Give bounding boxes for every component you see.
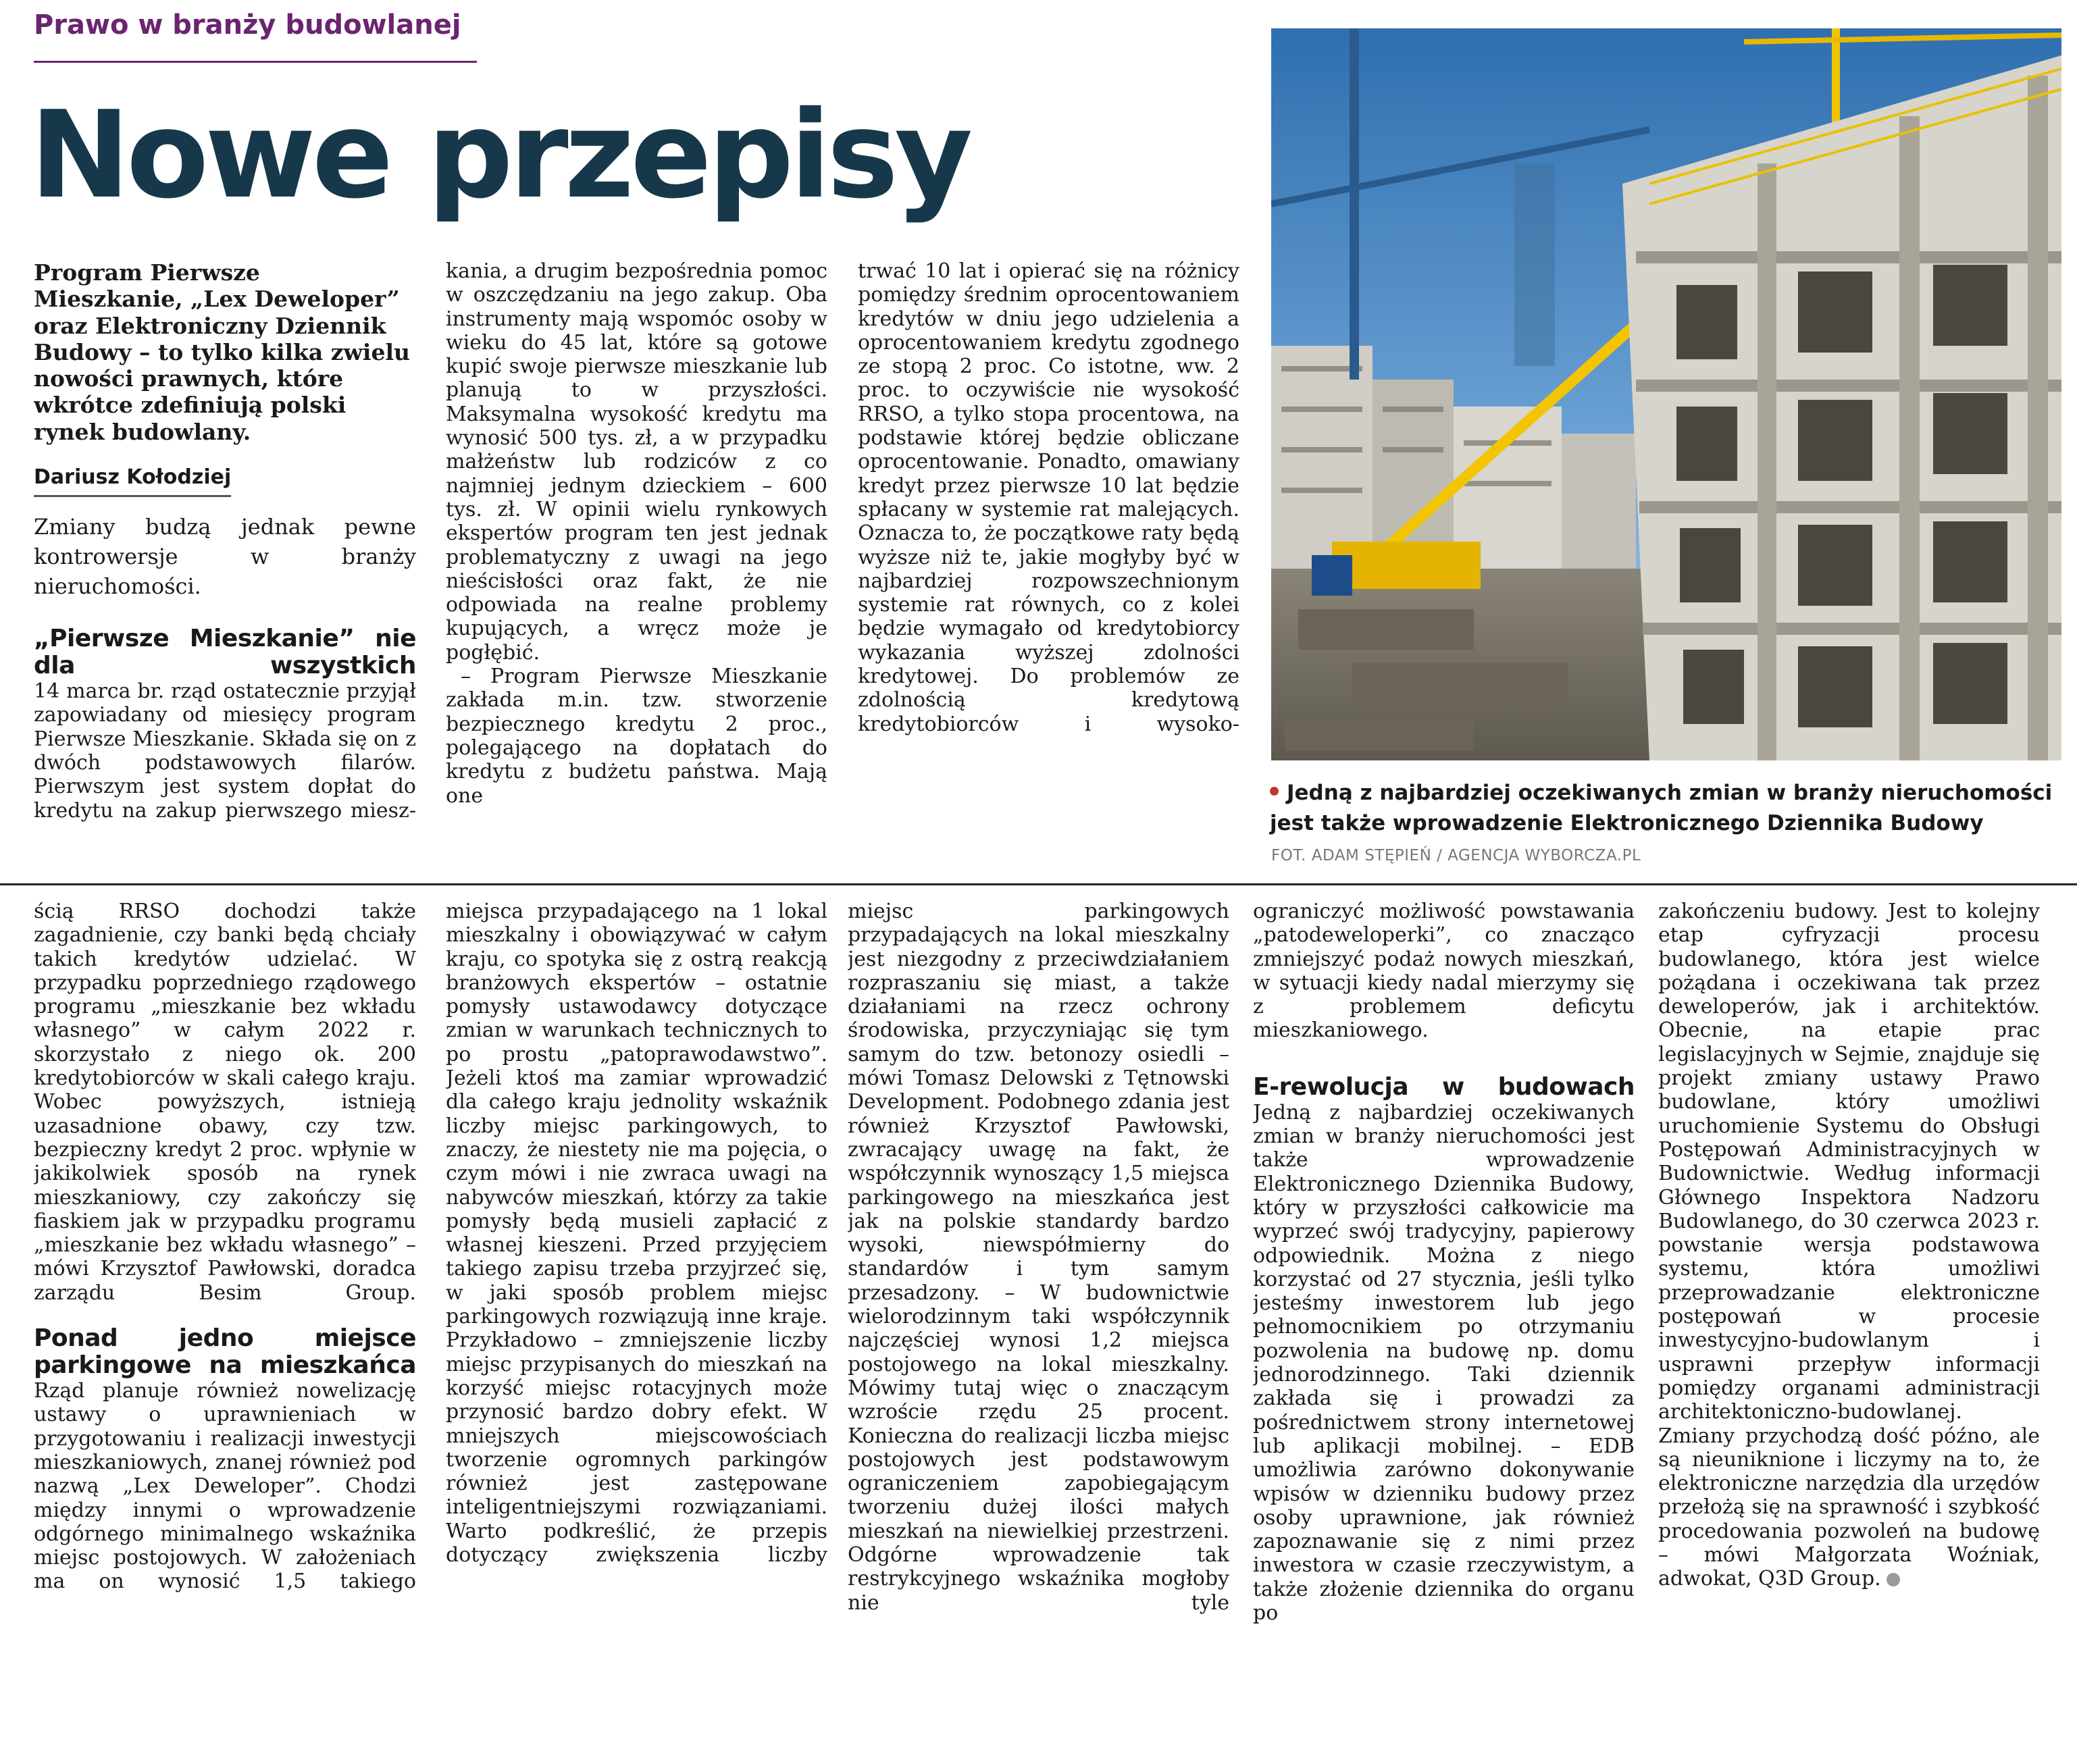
subhead-miejsca-parkingowe: Ponad jedno miejsce parkingowe na mieszkańca [34,1324,416,1380]
body-paragraph: – Program Pierwsze Mieszkanie zakłada m.in. tzw. stworzenie bezpiecznego kredytu 2 proc., polegającego na dopłatach do kredytu z budżetu państwa. Mają one [446,665,827,808]
caption-bullet-icon [1270,787,1279,796]
top-column-1 [34,259,416,871]
bottom-column-5 [1658,900,2040,1756]
body-paragraph: Rząd planuje również nowelizację ustawy o uprawnieniach w przygotowaniu i realizacji inwestycji mieszkaniowych, znanej również pod nazwą „Lex Deweloper”. Chodzi między innymi o wprowadzenie odgórnego minimalnego wskaźnika miejsc postojowych. W założeniach ma on wynosić 1,5 takiego [34,1379,416,1594]
body-paragraph [1658,900,2040,1591]
body-paragraph: trwać 10 lat i opierać się na różnicy pomiędzy średnim oprocentowaniem kredytów w dniu jego udzielenia a oprocentowaniem kredytu zgodnego ze stopą 2 proc. Co istotne, ww. 2 proc. to oczywiście nie wysokość RRSO, a tylko stopa procentowa, na podstawie której będzie obliczane oprocentowanie. Ponadto, omawiany kredyt przez pierwsze 10 lat będzie spłacany w systemie rat malejących. Oznacza to, że początkowe raty będą wyższe niż te, jakie mogłyby być w najbardziej rozpowszechnionym systemie rat równych, co z kolei będzie wymagało od kredytobiorcy wykazania wyższej zdolności kredytowej. Do problemów ze zdolnością kredytową kredytobiorców i wysoko- [858,259,1239,736]
body-paragraph: Jedną z najbardziej oczekiwanych zmian w branży nieruchomości jest także wprowadzenie Elektronicznego Dziennika Budowy, który w przyszłości całkowicie ma wyprzeć swój tradycyjny, papierowy odpowiednik. Można z niego korzystać od 27 stycznia, jeśli tylko jesteśmy inwestorem lub jego pełnomocnikiem po otrzymaniu pozwolenia na budowę np. domu jednorodzinnego. Taki dziennik zakłada się i prowadzi za pośrednictwem strony internetowej lub aplikacji mobilnej. – EDB umożliwia zarówno dokonywanie wpisów w dzienniku budowy przez osoby uprawnione, jak również zapoznawanie się z nimi przez inwestora w czasie rzeczywistym, a także złożenie dziennika do organu po [1253,1100,1635,1626]
construction-photo [1271,28,2061,760]
body-paragraph-text: zakończeniu budowy. Jest to kolejny etap cyfryzacji procesu budowlanego, która jest wielce pożądana i oczekiwana tak przez deweloperów, jak i architektów. Obecnie, na etapie prac legislacyjnych w Sejmie, znajduje się projekt zmiany ustawy Prawo budowlane, który umożliwi uruchomienie Systemu do Obsługi Postępowań Administracyjnych w Budownictwie. Według informacji Głównego Inspektora Nadzoru Budowlanego, do 30 czerwca 2023 r. powstanie wersja podstawowa systemu, która umożliwi przeprowadzanie elektroniczne postępowań w procesie inwestycyjno-budowlanym i usprawni przepływ informacji pomiędzy organami administracji architektoniczno-budowlanej. Zmiany przychodzą dość późno, ale są nieuniknione i liczymy na to, że elektroniczne narzędzia dla urzędów przełożą się na sprawność i szybkość procedowania pozwoleń na budowę – mówi Małgorzata Woźniak, adwokat, Q3D Group. [1658,900,2040,1591]
subhead-pierwsze-mieszkanie: „Pierwsze Mieszkanie” nie dla wszystkich [34,625,416,680]
top-column-3 [858,259,1239,871]
caption-text: Jedną z najbardziej oczekiwanych zmian w branży nieruchomości jest także wprowadzenie Elektronicznego Dziennika Budowy [1270,781,2053,835]
body-paragraph: kania, a drugim bezpośrednia pomoc w oszczędzaniu na jego zakup. Oba instrumenty mają wspomóc osoby w wieku do 45 lat, które są gotowe kupić swoje pierwsze mieszkanie lub planują to w przyszłości. Maksymalna wysokość kredytu ma wynosić 500 tys. zł, a w przypadku małżeństw lub rodziców z co najmniej jednym dzieckiem – 600 tys. zł. W opinii wielu rynkowych ekspertów program ten jest jednak problematyczny z uwagi na jego nieścisłości oraz fakt, że nie odpowiada na realne problemy kupujących, a wręcz może je pogłębić. [446,259,827,665]
body-paragraph: 14 marca br. rząd ostatecznie przyjął zapowiadany od miesięcy program Pierwsze Mieszkanie. Składa się on z dwóch podstawowych filarów. Pierwszym jest system dopłat do kredytu na zakup pierwszego miesz- [34,679,416,823]
photo-credit: FOT. ADAM STĘPIEŃ / AGENCJA WYBORCZA.PL [1271,847,1641,864]
photo-caption [1270,778,2067,839]
author-byline: Dariusz Kołodziej [34,464,231,497]
headline: Nowe przepisy [30,85,969,225]
body-paragraph: miejsca przypadającego na 1 lokal mieszkalny i obowiązywać w całym kraju, co spotyka się z ostrą reakcją branżowych ekspertów – ostatnie pomysły ustawodawcy dotyczące zmian w warunkach technicznych to po prostu „patoprawodawstwo”. Jeżeli ktoś ma zamiar wprowadzić dla całego kraju jednolity wskaźnik liczby miejsc parkingowych, to znaczy, że niestety nie ma pojęcia, o czym mówi i nie zwraca uwagi na nabywców mieszkań, którzy za takie pomysły będą musieli zapłacić z własnej kieszeni. Przed przyjęciem takiego zapisu trzeba przyjrzeć się, w jaki sposób problem miejsc parkingowych rozwiązują inne kraje. Przykładowo – zmniejszenie liczby miejsc przypisanych do mieszkań na korzyść miejsc rotacyjnych może przynosić bardzo dobry efekt. W mniejszych miejscowościach tworzenie ogromnych parkingów również jest zastępowane inteligentniejszymi rozwiązaniami. Warto podkreślić, że przepis dotyczący zwiększenia liczby [446,900,827,1567]
body-paragraph: ścią RRSO dochodzi także zagadnienie, czy banki będą chciały takich kredytów udzielać. W przypadku poprzedniego rządowego programu „mieszkanie bez wkładu własnego” w całym 2022 r. skorzystało z niego ok. 200 kredytobiorców w skali całego kraju. Wobec powyższych, istnieją uzasadnione obawy, czy tzw. bezpieczny kredyt 2 proc. wpłynie w jakikolwiek sposób na rynek mieszkaniowy, czy zakończy się fiaskiem jak w przypadku programu „mieszkanie bez wkładu własnego” – mówi Krzysztof Pawłowski, doradca zarządu Besim Group. [34,900,416,1305]
section-rule [34,61,477,63]
lead-paragraph: Program Pierwsze Mieszkanie, „Lex Deweloper” oraz Elektroniczny Dziennik Budowy – to tylko kilka zwielu nowości prawnych, które wkrótce zdefiniują polski rynek budowlany. [34,259,410,445]
bottom-column-3 [848,900,1229,1756]
end-mark-icon [1887,1573,1900,1586]
top-column-2 [446,259,827,871]
body-paragraph: ograniczyć możliwość powstawania „patodeweloperki”, co znacząco zmniejszyć podaż nowych mieszkań, w sytuacji kiedy nadal mierzymy się z problemem deficytu mieszkaniowego. [1253,900,1635,1043]
subhead-e-rewolucja: E-rewolucja w budowach [1253,1072,1635,1101]
intro-paragraph: Zmiany budzą jednak pewne kontrowersje w branży nieruchomości. [34,514,416,600]
bottom-column-4 [1253,900,1635,1756]
bottom-column-2 [446,900,827,1756]
body-paragraph: miejsc parkingowych przypadających na lokal mieszkalny jest niezgodny z przeciwdziałaniem rozpraszaniu się miast, a także działaniami na rzecz ochrony środowiska, przyczyniając się tym samym do tzw. betonozy osiedli – mówi Tomasz Delowski z Tętnowski Development. Podobnego zdania jest również Krzysztof Pawłowski, zwracający uwagę na fakt, że współczynnik wynoszący 1,5 miejsca parkingowego na mieszkańca jest jak na polskie standardy bardzo wysoki, niewspółmierny do standardów i tym samym przesadzony. – W budownictwie wielorodzinnym taki współczynnik najczęściej wynosi 1,2 miejsca postojowego na lokal mieszkalny. Mówimy tutaj więc o znaczącym wzroście rzędu 25 procent. Konieczna do realizacji liczba miejsc postojowych jest podstawowym ograniczeniem zapobiegającym tworzeniu dużej ilości małych mieszkań na niewielkiej przestrzeni. Odgórne wprowadzenie tak restrykcyjnego wskaźnika mogłoby nie tyle [848,900,1229,1615]
bottom-column-1 [34,900,416,1756]
section-label: Prawo w branży budowlanej [34,9,461,41]
section-divider [0,883,2077,885]
